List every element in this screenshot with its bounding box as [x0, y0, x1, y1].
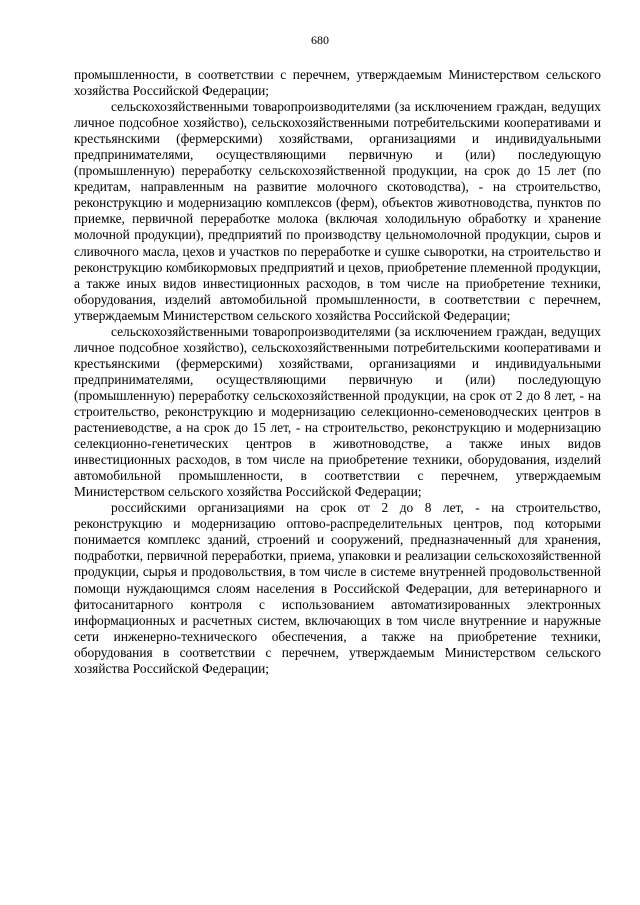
paragraph: российскими организациями на срок от 2 до 8 лет, - на строительство, реконструкцию и модернизацию оптово-распределительных центров, под которыми понимается комплекс зданий, строений и сооружений, предназначенный для хранения, подработки, первичной переработки, приема, упаковки и реализации сельскохозяйственной продукции, сырья и продовольствия, в том числе в системе внутренней продовольственной помощи нуждающимся слоям населения в Российской Федерации, для ветеринарного и фитосанитарного контроля с использованием автоматизированных электронных информационных и расчетных систем, включающих в том числе внутренние и наружные сети инженерно-технического обеспечения, а также на приобретение техники, оборудования в соответствии с перечнем, утверждаемым Министерством сельского хозяйства Российской Федерации;	[74, 500, 601, 676]
page-number: 680	[311, 33, 329, 47]
document-body	[74, 67, 601, 677]
paragraph-continuation: промышленности, в соответствии с перечнем, утверждаемым Министерством сельского хозяйства Российской Федерации;	[74, 67, 601, 99]
paragraph: сельскохозяйственными товаропроизводителями (за исключением граждан, ведущих личное подсобное хозяйство), сельскохозяйственными потребительскими кооперативами и крестьянскими (фермерскими) хозяйствами, организациями и индивидуальными предпринимателями, осуществляющими первичную и (или) последующую (промышленную) переработку сельскохозяйственной продукции, на срок от 2 до 8 лет, - на строительство, реконструкцию и модернизацию селекционно-семеноводческих центров в растениеводстве, а на срок до 15 лет, - на строительство, реконструкцию и модернизацию селекционно-генетических центров в животноводстве, а также иных видов инвестиционных расходов, в том числе на приобретение техники, оборудования, изделий автомобильной промышленности, в соответствии с перечнем, утверждаемым Министерством сельского хозяйства Российской Федерации;	[74, 323, 601, 500]
paragraph: сельскохозяйственными товаропроизводителями (за исключением граждан, ведущих личное подсобное хозяйство), сельскохозяйственными потребительскими кооперативами и крестьянскими (фермерскими) хозяйствами, организациями и индивидуальными предпринимателями, осуществляющими первичную и (или) последующую (промышленную) переработку сельскохозяйственной продукции, на срок до 15 лет (по кредитам, направленным на развитие молочного скотоводства), - на строительство, реконструкцию и модернизацию комплексов (ферм), объектов животноводства, пунктов по приемке, первичной переработке молока (включая холодильную обработку и хранение молочной продукции), предприятий по производству цельномолочной продукции, сыров и сливочного масла, цехов и участков по переработке и сушке сыворотки, на строительство и реконструкцию комбикормовых предприятий и цехов, приобретение племенной продукции, а также иных видов инвестиционных расходов, в том числе на приобретение техники, оборудования, изделий автомобильной промышленности, в соответствии с перечнем, утверждаемым Министерством сельского хозяйства Российской Федерации;	[74, 99, 601, 323]
